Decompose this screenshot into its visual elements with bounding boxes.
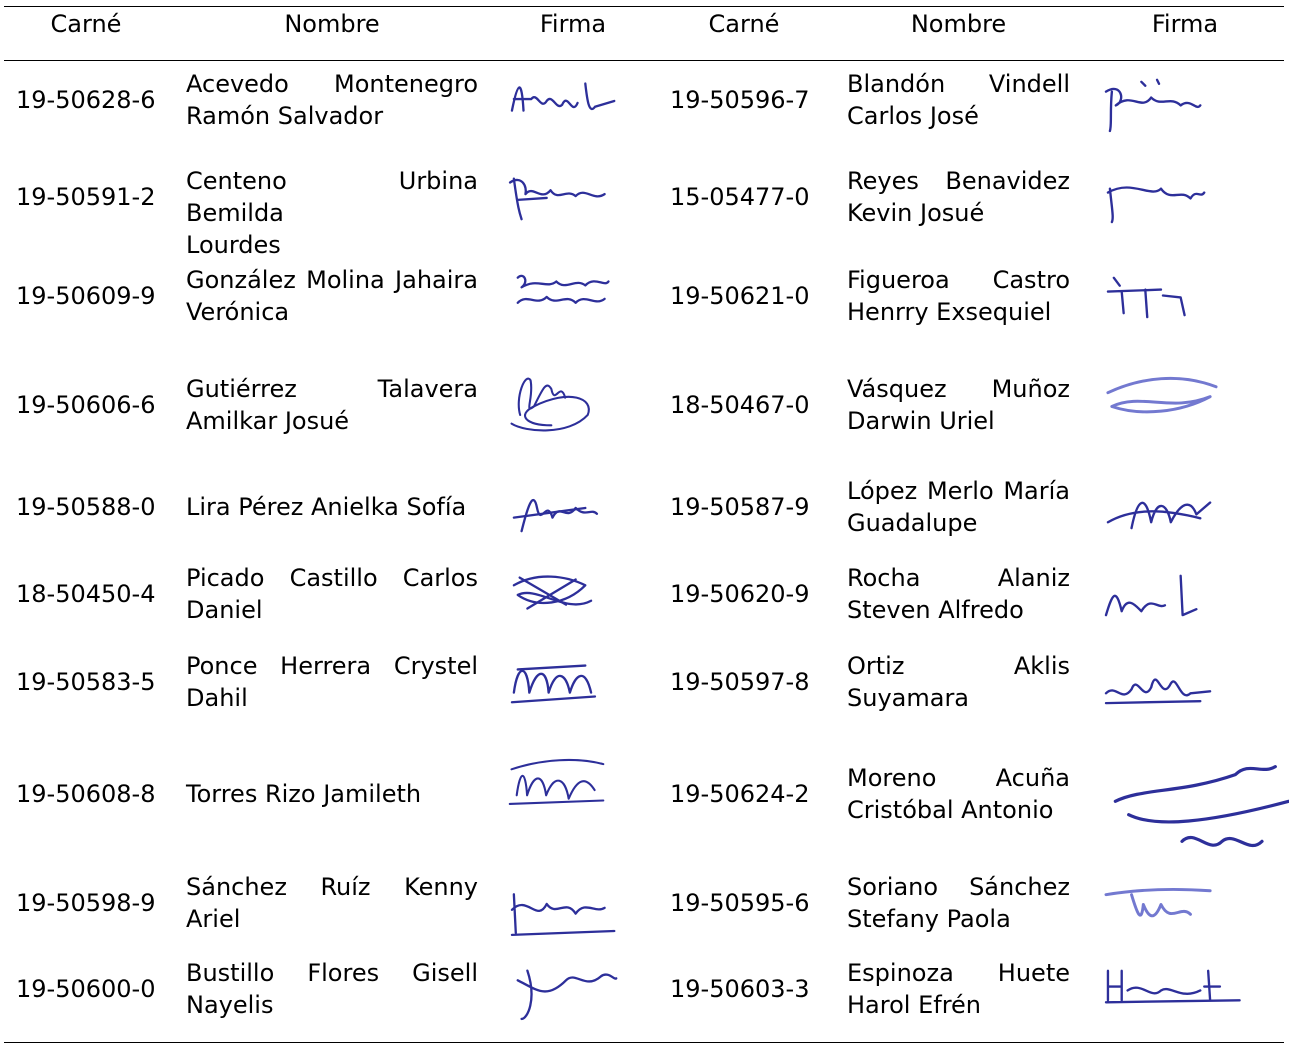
left-name-line: Centeno Urbina Bemilda xyxy=(186,167,478,227)
right-name-line: Vásquez Muñoz xyxy=(847,375,1070,403)
right-signature-image xyxy=(1102,268,1220,324)
left-name xyxy=(186,68,478,132)
left-name xyxy=(186,373,478,437)
left-carne: 19-50609-9 xyxy=(16,282,156,310)
left-name xyxy=(186,957,478,1021)
right-name xyxy=(847,373,1070,437)
left-name-line: Verónica xyxy=(186,298,290,326)
left-name-line: Bustillo Flores Gisell xyxy=(186,959,478,987)
left-carne: 19-50598-9 xyxy=(16,889,156,917)
right-carne: 15-05477-0 xyxy=(670,183,810,211)
right-signature-image xyxy=(1102,479,1220,535)
left-signature-image xyxy=(508,875,624,931)
right-name-line: López Merlo María xyxy=(847,477,1070,505)
right-name xyxy=(847,957,1070,1021)
right-name-line: Ortiz Aklis xyxy=(847,652,1070,680)
left-carne: 18-50450-4 xyxy=(16,580,156,608)
column-header-3: Carné xyxy=(708,10,780,38)
left-carne: 19-50591-2 xyxy=(16,183,156,211)
right-name xyxy=(847,762,1070,826)
right-name-line: Soriano Sánchez xyxy=(847,873,1070,901)
left-name-line: Gutiérrez Talavera xyxy=(186,375,478,403)
left-carne: 19-50588-0 xyxy=(16,493,156,521)
right-carne: 19-50595-6 xyxy=(670,889,810,917)
left-name xyxy=(186,778,478,810)
right-carne: 19-50596-7 xyxy=(670,86,810,114)
column-header-2: Firma xyxy=(539,10,607,38)
left-name-line: Amilkar Josué xyxy=(186,407,350,435)
left-name xyxy=(186,562,478,626)
right-signature-image xyxy=(1102,169,1220,225)
left-name-line: Ramón Salvador xyxy=(186,102,384,130)
right-signature-image xyxy=(1102,72,1220,128)
left-carne: 19-50628-6 xyxy=(16,86,156,114)
top-rule xyxy=(4,6,1284,7)
right-name-line: Cristóbal Antonio xyxy=(847,796,1054,824)
right-signature-image xyxy=(1102,566,1220,622)
right-name-line: Darwin Uriel xyxy=(847,407,995,435)
left-name-line: Nayelis xyxy=(186,991,274,1019)
left-name-line: Daniel xyxy=(186,596,263,624)
column-header-5: Firma xyxy=(1151,10,1219,38)
right-name-line: Carlos José xyxy=(847,102,979,130)
right-name-line: Harol Efrén xyxy=(847,991,982,1019)
left-carne: 19-50608-8 xyxy=(16,780,156,808)
right-signature-image xyxy=(1102,875,1220,931)
left-carne: 19-50583-5 xyxy=(16,668,156,696)
column-header-4: Nombre xyxy=(910,10,1007,38)
left-signature-image xyxy=(508,654,624,710)
left-name-line: Lourdes xyxy=(186,231,281,259)
right-carne: 19-50621-0 xyxy=(670,282,810,310)
right-name xyxy=(847,165,1070,229)
right-carne: 19-50597-8 xyxy=(670,668,810,696)
left-name-line: Torres Rizo Jamileth xyxy=(186,780,422,808)
right-name-line: Espinoza Huete xyxy=(847,959,1070,987)
left-name-line: González Molina Jahaira xyxy=(186,266,478,294)
left-signature-image xyxy=(508,169,624,225)
left-name-line: Lira Pérez Anielka Sofía xyxy=(186,493,467,521)
right-signature-image xyxy=(1102,363,1220,447)
right-name xyxy=(847,871,1070,935)
column-header-0: Carné xyxy=(50,10,122,38)
left-signature-image xyxy=(508,268,624,324)
right-signature-image xyxy=(1102,961,1220,1017)
right-name-line: Figueroa Castro xyxy=(847,266,1070,294)
column-header-1: Nombre xyxy=(284,10,380,38)
left-carne: 19-50606-6 xyxy=(16,391,156,419)
right-name-line: Guadalupe xyxy=(847,509,978,537)
left-name-line: Acevedo Montenegro xyxy=(186,70,478,98)
left-signature-image xyxy=(508,566,624,622)
right-carne: 18-50467-0 xyxy=(670,391,810,419)
left-signature-image xyxy=(508,961,624,1017)
left-name xyxy=(186,871,478,935)
left-name xyxy=(186,264,478,328)
right-name-line: Suyamara xyxy=(847,684,970,712)
left-signature-image xyxy=(508,72,624,128)
left-name-line: Dahil xyxy=(186,684,248,712)
bottom-rule xyxy=(4,1042,1284,1043)
right-signature-image xyxy=(1102,748,1262,840)
left-name-line: Sánchez Ruíz Kenny xyxy=(186,873,478,901)
right-name xyxy=(847,475,1070,539)
left-carne: 19-50600-0 xyxy=(16,975,156,1003)
left-signature-image xyxy=(508,479,624,535)
header-rule xyxy=(4,60,1284,61)
right-name-line: Henrry Exsequiel xyxy=(847,298,1052,326)
right-name xyxy=(847,68,1070,132)
left-name-line: Picado Castillo Carlos xyxy=(186,564,478,592)
left-signature-image xyxy=(508,752,612,836)
right-carne: 19-50624-2 xyxy=(670,780,810,808)
right-carne: 19-50603-3 xyxy=(670,975,810,1003)
right-name xyxy=(847,264,1070,328)
left-name xyxy=(186,650,478,714)
left-name xyxy=(186,165,478,261)
right-name-line: Kevin Josué xyxy=(847,199,985,227)
left-name-line: Ariel xyxy=(186,905,241,933)
right-name xyxy=(847,650,1070,714)
left-name xyxy=(186,491,478,523)
right-name-line: Blandón Vindell xyxy=(847,70,1070,98)
left-name-line: Ponce Herrera Crystel xyxy=(186,652,478,680)
right-carne: 19-50587-9 xyxy=(670,493,810,521)
left-signature-image xyxy=(508,363,612,447)
right-name xyxy=(847,562,1070,626)
right-name-line: Moreno Acuña xyxy=(847,764,1070,792)
right-name-line: Steven Alfredo xyxy=(847,596,1024,624)
right-name-line: Rocha Alaniz xyxy=(847,564,1070,592)
right-name-line: Reyes Benavidez xyxy=(847,167,1070,195)
right-carne: 19-50620-9 xyxy=(670,580,810,608)
right-signature-image xyxy=(1102,654,1220,710)
right-name-line: Stefany Paola xyxy=(847,905,1011,933)
